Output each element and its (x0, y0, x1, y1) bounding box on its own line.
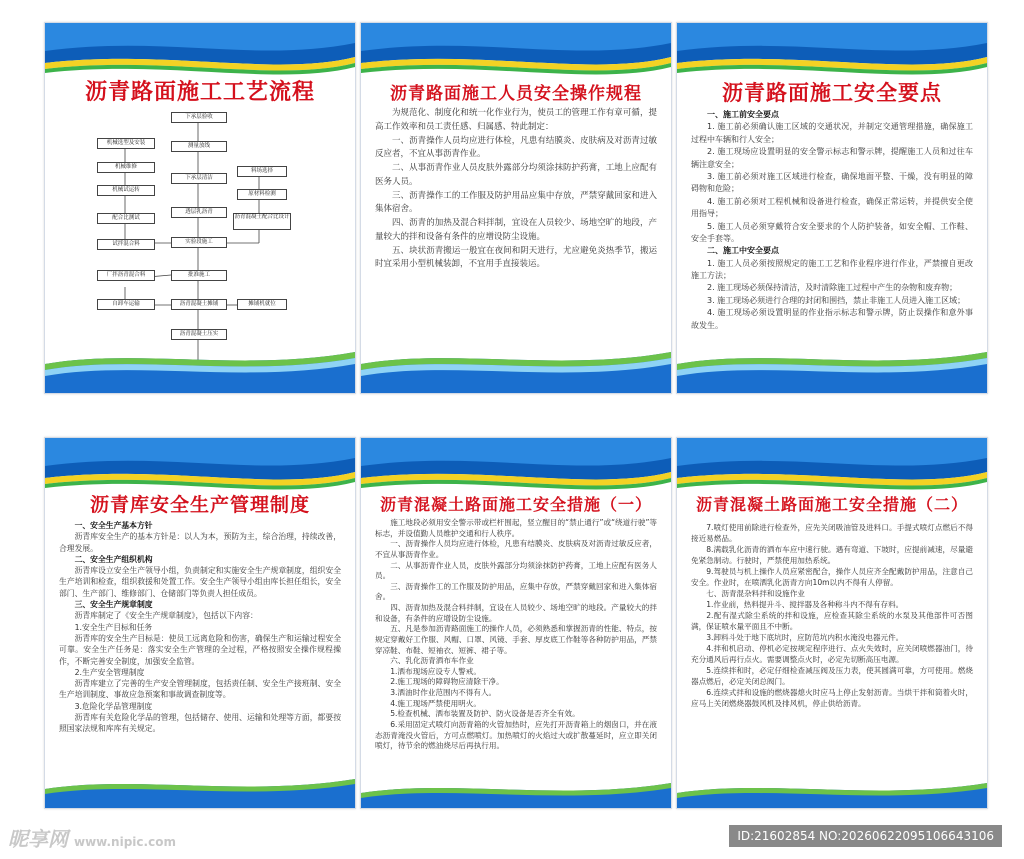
body-paragraph: 3.危险化学品管理制度 (74, 701, 153, 711)
flow-step: 机械维修 (97, 162, 155, 173)
body-paragraph: 4. 施工前必须对工程机械和设备进行检查，确保正常运转，并提供安全使用指导； (691, 196, 973, 219)
panel-title: 沥青路面施工工艺流程 (84, 79, 315, 105)
wave-band-bottom (677, 338, 987, 393)
flow-step: 料场选择 (237, 166, 287, 177)
body-paragraph: 六、乳化沥青洒布车作业 (390, 656, 474, 666)
body-paragraph: 8.满载乳化沥青的洒布车应中速行驶。遇有弯道、下坡时，应提前减速，尽量避免紧急制动。行驶时，严禁使用加热系统。 (691, 545, 973, 565)
flow-step: 摊铺机就位 (237, 299, 287, 310)
body-paragraph: 4. 施工现场必须设置明显的作业指示标志和警示牌，防止误操作和意外事故发生。 (691, 308, 973, 330)
body-paragraph: 9.驾驶员与机上操作人员应紧密配合，操作人员应齐全配戴防护用品，注意自己安全。作业时，在喷洒乳化沥青方向10m以内不得有人停留。 (691, 567, 973, 587)
body-paragraph: 3. 施工前必须对施工区域进行检查，确保地面平整、干燥，没有明显的障碍物和危险； (691, 171, 973, 194)
body-paragraph: 2.配有湿式除尘系统的拌和设施，应检查其除尘系统的水泵及其他部件可否图满，保证喷水量平面且不中断。 (691, 611, 973, 631)
panel-title: 沥青路面施工人员安全操作规程 (390, 84, 642, 104)
flow-step: 机械选型及安装 (97, 138, 155, 149)
wave-band-bottom (45, 338, 355, 393)
body-paragraph: 一、沥青操作人员均应进行体检，凡患有结膜炎、皮肤病及对沥青过敏反应者，不宜从事沥青作业。 (375, 539, 657, 559)
body-paragraph: 施工地段必须用安全警示带或栏杆围起，竖立醒目的“禁止通行”或“绕道行驶”等标志，并设值勤人员维护交通和行人秩序。 (375, 518, 657, 538)
body-paragraph: 五、凡是参加沥青路面施工的操作人员，必须熟悉和掌握沥青的性能、特点，按规定穿戴好工作服、风帽、口罩、风镜、手套、厚皮底工作鞋等各种防护用品，严禁穿凉鞋、布鞋、短袖衣、短裤、裙子等。 (375, 624, 657, 655)
flow-step: 沥青混凝土配合比设计 (233, 213, 291, 230)
body-paragraph: 6.连续式拌和设施的燃烧器熄火时应马上停止发射沥青。当烘干拌和筒着火时，应马上关闭燃烧器鼓风机及排风机，停止供给沥青。 (691, 688, 973, 708)
panel-body (375, 518, 657, 752)
body-paragraph: 五、块状沥青搬运一般宜在夜间和阴天进行，尤应避免炎热季节，搬运时宜采用小型机械装卸，不宜用手直接装运。 (375, 245, 657, 270)
section-heading: 一、施工前安全要点 (707, 110, 779, 119)
watermark-logo (8, 823, 176, 852)
panel-title: 沥青混凝土路面施工安全措施（一） (379, 495, 652, 514)
body-paragraph: 三、沥青操作工的工作服及防护用品，应集中存放，严禁穿戴回家和进入集体宿舍。 (375, 581, 657, 602)
panel-body (691, 522, 973, 709)
flow-step: 厂拌沥青混合料 (97, 270, 155, 281)
flow-step: 测量放线 (171, 141, 227, 152)
panel-warehouse-rules (44, 437, 356, 809)
panel-operation-rules (360, 22, 672, 394)
body-paragraph: 7.喷灯使用前除进行检查外，应先关闭吸油管及进料口。手提式喷灯点燃后不得接近易燃品。 (691, 523, 973, 543)
body-paragraph: 2. 施工现场应设置明显的安全警示标志和警示牌，提醒施工人员和过往车辆注意安全； (691, 147, 973, 169)
flow-step: 实验段施工 (171, 237, 227, 248)
flow-step: 自卸车运输 (97, 299, 155, 310)
body-paragraph: 2.生产安全管理制度 (74, 667, 145, 677)
panel-title: 沥青混凝土路面施工安全措施（二） (695, 495, 968, 514)
body-paragraph: 2. 施工现场必须保持清洁，及时清除施工过程中产生的杂物和废弃物； (707, 283, 958, 293)
body-paragraph: 沥青库安全生产的基本方针是：以人为本，预防为主，综合治理，持续改善，合理发展。 (59, 532, 341, 553)
flow-step: 透层乳沥青 (171, 207, 227, 218)
flow-step: 试拌混合料 (97, 239, 155, 250)
wave-band-bottom (361, 753, 671, 808)
wave-band-top (361, 23, 671, 85)
panel-measures-two (676, 437, 988, 809)
body-paragraph: 5.检查机械、洒布装置及防护、防火设备是否齐全有效。 (390, 709, 580, 719)
wave-band-bottom (361, 338, 671, 393)
body-paragraph: 二、从事沥青作业人员皮肤外露部分均须涂抹防护药膏，工地上应配有医务人员。 (375, 163, 657, 187)
body-paragraph: 1. 施工人员必须按照规定的施工工艺和作业程序进行作业，严禁擅自更改施工方法； (691, 258, 973, 281)
panel-body (59, 520, 341, 735)
body-paragraph: 3.卸料斗处于地下底坑时，应防范坑内积水淹没电器元件。 (706, 633, 904, 642)
wave-band-top (361, 438, 671, 500)
body-paragraph: 6.采用固定式喷灯向沥青箱的火管加热时，应先打开沥青箱上的烟囱口，并在液态沥青淹没火管后，方可点燃喷灯。加热喷灯的火焰过大或扩散蔓延时，应立即关闭喷灯，待节余的燃油烧尽后再执行用。 (375, 719, 657, 751)
wave-band-top (677, 23, 987, 85)
flow-step: 下承层验收 (171, 112, 227, 123)
body-paragraph: 4.拌和机启动、停机必定按规定程序进行、点火失效时，应关闭喷燃器油门，待充分通风后再行点火。需要调整点火时，必定先切断高压电源。 (691, 644, 973, 664)
watermark-id: ID:21602854 NO:20260622095106643106 (729, 825, 1002, 847)
flow-step: 沥青混凝土压实 (171, 329, 227, 340)
panel-title: 沥青路面施工安全要点 (722, 80, 942, 105)
body-paragraph: 沥青库有关危险化学品的管理，包括储存、使用、运输和处理等方面，都要按照国家法规和库库有关规定。 (59, 713, 341, 734)
flow-step: 原材料检测 (237, 189, 287, 200)
flow-step: 下承层清洁 (171, 173, 227, 184)
body-paragraph: 4.施工现场严禁使用明火。 (390, 698, 481, 708)
body-paragraph: 一、沥青操作人员均应进行体检，凡患有结膜炎、皮肤病及对沥青过敏反应者，不宜从事沥青作业。 (375, 135, 657, 160)
body-paragraph: 沥青库的安全生产目标是：使员工远离危险和伤害，确保生产和运输过程安全可靠。安全生产任务是：落实安全生产管理的全过程，严格按照安全操作规程操作，不断完善安全制度，加强安全监管。 (59, 633, 341, 666)
body-paragraph: 1.作业前，热料提升斗、搅拌器及各种称斗内不得有存料。 (706, 600, 904, 609)
panel-title: 沥青库安全生产管理制度 (89, 494, 310, 516)
flow-step: 配合比测试 (97, 213, 155, 224)
watermark-url: www.nipic.com (74, 835, 176, 849)
body-paragraph: 1.安全生产目标和任务 (74, 622, 153, 632)
body-paragraph: 四、沥青的加热及混合料拌制，宜设在人员较少、场地空旷的地段，产量较大的拌和设备有条件的应增设防尘设施。 (375, 218, 657, 242)
watermark-logo-text: 昵享网 (8, 827, 68, 851)
flow-step: 沥青混凝土摊铺 (171, 299, 227, 310)
body-paragraph: 5.连续拌和时，必定仔细检查减压阀及压力表，使其圆满可靠，方可使用。燃烧器点燃后，必定关闭总阀门。 (691, 666, 973, 686)
body-paragraph: 四、沥青加热及混合料拌制，宜设在人员较少、场地空旷的地段。产量较大的拌和设备，有条件的应增设防尘设施。 (375, 603, 657, 623)
wave-band-top (677, 438, 987, 500)
body-paragraph: 沥青库设立安全生产领导小组，负责制定和实施安全生产规章制度，组织安全生产培训和检查，组织救援和处置工作。安全生产领导小组由库长担任组长，安全部门、生产部门、维修部门、仓储部门等负责人担任成员。 (59, 566, 341, 598)
section-heading: 一、安全生产基本方针 (74, 521, 153, 530)
body-paragraph: 沥青库制定了《安全生产规章制度》，包括以下内容： (74, 611, 258, 621)
body-paragraph: 2.施工现场的障碍物应清除干净。 (390, 677, 504, 687)
panel-safety-points (676, 22, 988, 394)
body-paragraph: 沥青库建立了完善的生产安全管理制度，包括责任制、安全生产接班制、安全生产培训制度、事故应急预案和事故调查制度等。 (59, 679, 341, 700)
panel-body (691, 109, 973, 332)
flow-step: 批准施工 (171, 270, 227, 281)
body-paragraph: 1. 施工前必须确认施工区域的交通状况，并制定交通管理措施，确保施工过程中车辆和行人安全； (691, 122, 973, 144)
body-paragraph: 三、沥青操作工的工作服及防护用品应集中存放，严禁穿戴回家和进入集体宿舍。 (375, 190, 657, 215)
body-paragraph: 3.洒油时作业范围内不得有人。 (390, 688, 497, 697)
body-paragraph: 为规范化、制度化和统一化作业行为，使员工的管理工作有章可循，提高工作效率和员工责任感、归属感、特此制定： (375, 108, 657, 132)
panel-measures-one (360, 437, 672, 809)
body-paragraph: 1.洒布现场应设专人警戒。 (390, 666, 481, 676)
body-paragraph: 5. 施工人员必须穿戴符合安全要求的个人防护装备，如安全帽、工作鞋、安全手套等。 (691, 221, 973, 243)
section-heading: 三、安全生产规章制度 (74, 600, 153, 610)
section-heading: 二、施工中安全要点 (707, 246, 779, 256)
section-heading: 二、安全生产组织机构 (74, 554, 153, 564)
body-paragraph: 3. 施工现场必须进行合理的封闭和围挡，禁止非施工人员进入施工区域； (707, 295, 966, 305)
panel-process-flow (44, 22, 356, 394)
wave-band-bottom (677, 753, 987, 808)
body-paragraph: 七、沥青混杂料拌和设施作业 (706, 589, 805, 598)
panel-body (375, 107, 657, 272)
body-paragraph: 二、从事沥青作业人员，皮肤外露部分均须涂抹防护药膏，工地上应配有医务人员。 (375, 560, 657, 581)
wave-band-bottom (45, 753, 355, 808)
flow-step: 机械试运转 (97, 185, 155, 196)
